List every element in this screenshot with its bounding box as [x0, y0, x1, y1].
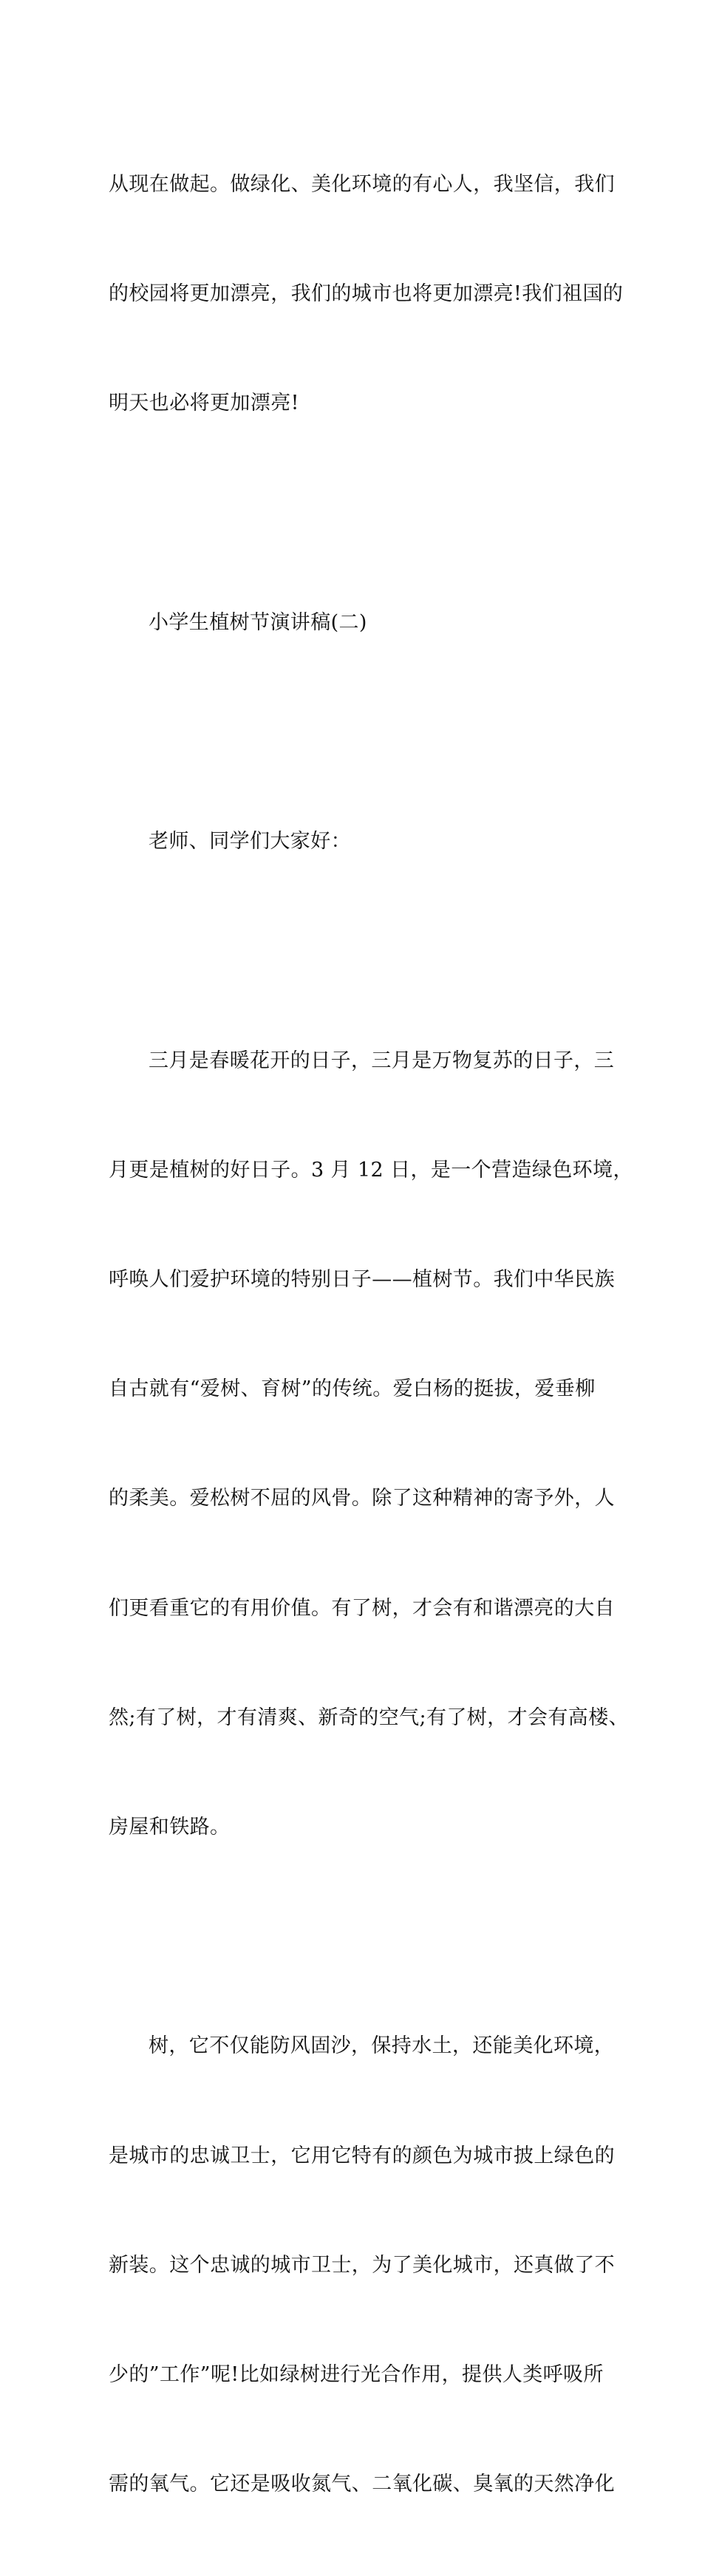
paragraph-trees	[109, 1955, 618, 2576]
paragraph-gap	[109, 714, 618, 750]
text-line: 树，它不仅能防风固沙，保持水土，还能美化环境，	[149, 2034, 615, 2058]
text-line: 月更是植树的好日子。3 月 12 日，是一个营造绿色环境，	[109, 1158, 633, 1182]
text-line: 从现在做起。做绿化、美化环境的有心人，我坚信，我们	[109, 172, 615, 196]
text-line: 需的氧气。它还是吸收氮气、二氧化碳、臭氧的天然净化	[109, 2473, 615, 2496]
text-line: 房屋和铁路。	[109, 1816, 231, 1839]
text-line: 明天也必将更加漂亮!	[109, 392, 299, 415]
text-line: 新装。这个忠诚的城市卫士，为了美化城市，还真做了不	[109, 2253, 615, 2277]
text-line: 三月是春暖花开的日子，三月是万物复苏的日子，三	[149, 1049, 615, 1072]
document-body	[109, 93, 633, 2576]
paragraph-gap	[109, 933, 618, 969]
text-line: 少的”工作”呢!比如绿树进行光合作用，提供人类呼吸所	[109, 2363, 604, 2387]
text-line: 们更看重它的有用价值。有了树，才会有和谐漂亮的大自	[109, 1596, 615, 1620]
greeting-text: 老师、同学们大家好：	[149, 830, 351, 853]
paragraph-march	[109, 970, 633, 1919]
text-line: 自古就有“爱树、育树”的传统。爱白杨的挺拔，爱垂柳	[109, 1377, 596, 1401]
paragraph-closing-remarks	[109, 93, 624, 494]
text-line: 的柔美。爱松树不屈的风骨。除了这种精神的寄予外，人	[109, 1487, 615, 1510]
text-line: 然;有了树，才有清爽、新奇的空气;有了树，才会有高楼、	[109, 1706, 629, 1729]
text-line: 的校园将更加漂亮，我们的城市也将更加漂亮!我们祖国的	[109, 282, 624, 306]
paragraph-gap	[109, 1918, 618, 1955]
paragraph-gap	[109, 494, 618, 531]
paragraph-greeting	[109, 750, 618, 933]
text-line: 呼唤人们爱护环境的特别日子——植树节。我们中华民族	[109, 1267, 615, 1291]
section-heading	[109, 531, 618, 714]
text-line: 是城市的忠诚卫士，它用它特有的颜色为城市披上绿色的	[109, 2144, 615, 2167]
heading-text: 小学生植树节演讲稿(二)	[149, 610, 367, 634]
